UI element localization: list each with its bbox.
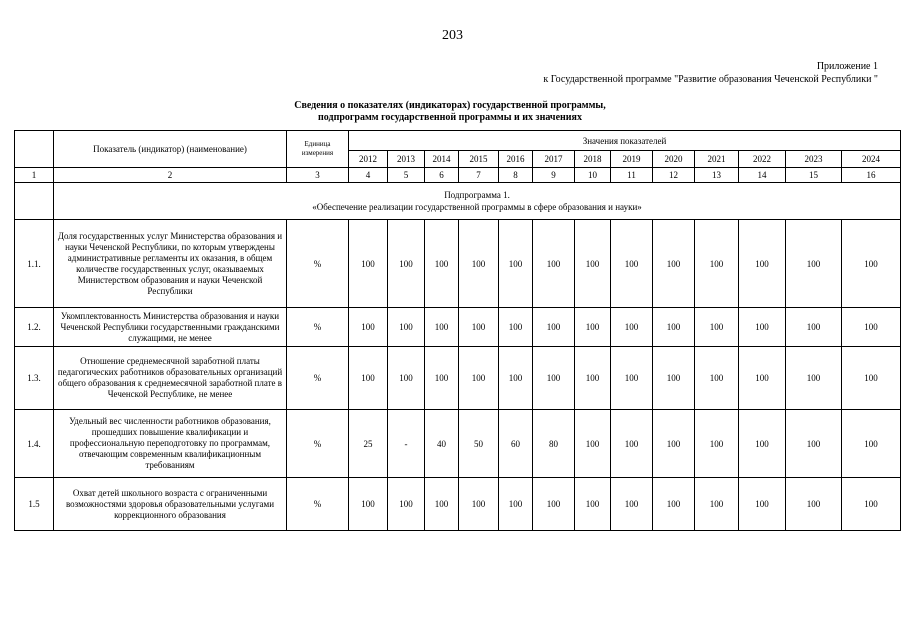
year-header: 2013 xyxy=(388,151,425,168)
indicator-name: Удельный вес численности работников образования, прошедших повышение квалификации и профессиональную переподготовку по программам, отвечающим современным квалификационным требованиям xyxy=(54,410,287,478)
value-cell: 100 xyxy=(786,410,842,478)
column-numbers-row xyxy=(15,168,901,183)
value-cell: 100 xyxy=(388,308,425,347)
table-row xyxy=(15,308,901,347)
document-title-line-1: Сведения о показателях (индикаторах) государственной программы, xyxy=(294,100,606,111)
value-cell: 100 xyxy=(786,478,842,531)
value-cell: 100 xyxy=(459,478,499,531)
value-cell: 100 xyxy=(499,478,533,531)
appendix-line-1: Приложение 1 xyxy=(816,61,878,72)
table-row xyxy=(15,220,901,308)
row-number: 1.5 xyxy=(15,478,54,531)
value-cell: 80 xyxy=(533,410,575,478)
unit-cell: % xyxy=(287,347,349,410)
value-cell: 25 xyxy=(349,410,388,478)
unit-cell: % xyxy=(287,308,349,347)
value-cell: 50 xyxy=(459,410,499,478)
value-cell: 100 xyxy=(575,347,611,410)
year-header: 2024 xyxy=(842,151,901,168)
value-cell: 100 xyxy=(653,308,695,347)
value-cell: 100 xyxy=(695,220,739,308)
value-cell: 100 xyxy=(695,410,739,478)
column-number: 15 xyxy=(786,168,842,183)
header-indicator-name: Показатель (индикатор) (наименование) xyxy=(54,131,287,168)
value-cell: 100 xyxy=(499,308,533,347)
year-header: 2022 xyxy=(739,151,786,168)
column-number: 1 xyxy=(15,168,54,183)
value-cell: 100 xyxy=(533,308,575,347)
value-cell: 100 xyxy=(388,478,425,531)
indicator-name: Охват детей школьного возраста с ограниченными возможностями здоровья образовательными услугами коррекционного образования xyxy=(54,478,287,531)
year-header: 2016 xyxy=(499,151,533,168)
appendix-line-2: к Государственной программе "Развитие образования Чеченской Республики " xyxy=(543,74,878,85)
value-cell: 100 xyxy=(459,347,499,410)
year-header: 2020 xyxy=(653,151,695,168)
value-cell: 100 xyxy=(425,220,459,308)
indicators-table xyxy=(14,130,901,531)
value-cell: 100 xyxy=(842,308,901,347)
row-number: 1.1. xyxy=(15,220,54,308)
value-cell: 100 xyxy=(611,478,653,531)
value-cell: 100 xyxy=(349,308,388,347)
value-cell: 100 xyxy=(349,220,388,308)
header-unit: Единица измерения xyxy=(287,131,349,168)
year-header: 2015 xyxy=(459,151,499,168)
unit-cell: % xyxy=(287,220,349,308)
value-cell: 100 xyxy=(653,478,695,531)
document-title xyxy=(230,100,670,124)
column-number: 14 xyxy=(739,168,786,183)
table-row xyxy=(15,410,901,478)
value-cell: 100 xyxy=(786,220,842,308)
year-header: 2021 xyxy=(695,151,739,168)
value-cell: 100 xyxy=(695,478,739,531)
unit-cell: % xyxy=(287,410,349,478)
value-cell: 100 xyxy=(611,308,653,347)
page-number: 203 xyxy=(442,28,463,43)
value-cell: 100 xyxy=(425,347,459,410)
value-cell: 100 xyxy=(611,410,653,478)
value-cell: 60 xyxy=(499,410,533,478)
row-number: 1.3. xyxy=(15,347,54,410)
value-cell: 100 xyxy=(739,410,786,478)
year-header: 2014 xyxy=(425,151,459,168)
value-cell: 100 xyxy=(349,347,388,410)
column-number: 9 xyxy=(533,168,575,183)
value-cell: 100 xyxy=(653,347,695,410)
value-cell: 100 xyxy=(459,220,499,308)
column-number: 11 xyxy=(611,168,653,183)
value-cell: 100 xyxy=(739,478,786,531)
value-cell: 100 xyxy=(842,478,901,531)
value-cell: - xyxy=(388,410,425,478)
value-cell: 100 xyxy=(842,347,901,410)
document-title-line-2: подпрограмм государственной программы и их значениях xyxy=(318,112,582,123)
subprogram-title-line-2: «Обеспечение реализации государственной программы в сфере образования и науки» xyxy=(312,202,642,212)
subprogram-row xyxy=(15,183,901,220)
value-cell: 100 xyxy=(842,410,901,478)
row-number: 1.4. xyxy=(15,410,54,478)
column-number: 3 xyxy=(287,168,349,183)
year-header: 2017 xyxy=(533,151,575,168)
value-cell: 100 xyxy=(499,347,533,410)
year-header: 2012 xyxy=(349,151,388,168)
column-number: 16 xyxy=(842,168,901,183)
year-header: 2023 xyxy=(786,151,842,168)
value-cell: 100 xyxy=(533,347,575,410)
column-number: 12 xyxy=(653,168,695,183)
value-cell: 100 xyxy=(459,308,499,347)
column-number: 5 xyxy=(388,168,425,183)
subprogram-number-cell xyxy=(15,183,54,220)
value-cell: 100 xyxy=(739,347,786,410)
header-values: Значения показателей xyxy=(349,131,901,151)
value-cell: 100 xyxy=(575,410,611,478)
value-cell: 100 xyxy=(575,220,611,308)
value-cell: 100 xyxy=(695,308,739,347)
unit-cell: % xyxy=(287,478,349,531)
value-cell: 100 xyxy=(739,220,786,308)
subprogram-title xyxy=(54,183,901,220)
value-cell: 100 xyxy=(388,347,425,410)
row-number: 1.2. xyxy=(15,308,54,347)
value-cell: 100 xyxy=(611,347,653,410)
value-cell: 100 xyxy=(653,220,695,308)
subprogram-title-line-1: Подпрограмма 1. xyxy=(444,190,510,200)
header-row xyxy=(15,131,901,151)
appendix-note xyxy=(543,60,878,86)
value-cell: 100 xyxy=(842,220,901,308)
value-cell: 100 xyxy=(786,347,842,410)
indicator-name: Доля государственных услуг Министерства образования и науки Чеченской Республики, по которым утверждены административные регламенты их оказания, в общем количестве государственных услуг, оказываемых Министерством образования и науки Чеченской Республики xyxy=(54,220,287,308)
value-cell: 100 xyxy=(533,220,575,308)
year-header: 2018 xyxy=(575,151,611,168)
value-cell: 100 xyxy=(499,220,533,308)
indicator-name: Укомплектованность Министерства образования и науки Чеченской Республики государственными гражданскими служащими, не менее xyxy=(54,308,287,347)
value-cell: 40 xyxy=(425,410,459,478)
column-number: 10 xyxy=(575,168,611,183)
header-row-number xyxy=(15,131,54,168)
column-number: 7 xyxy=(459,168,499,183)
column-number: 4 xyxy=(349,168,388,183)
table-row xyxy=(15,347,901,410)
value-cell: 100 xyxy=(533,478,575,531)
column-number: 2 xyxy=(54,168,287,183)
value-cell: 100 xyxy=(388,220,425,308)
table-row xyxy=(15,478,901,531)
value-cell: 100 xyxy=(786,308,842,347)
year-header: 2019 xyxy=(611,151,653,168)
indicator-name: Отношение среднемесячной заработной платы педагогических работников образовательных организаций общего образования к среднемесячной заработной плате в Чеченской Республике, не менее xyxy=(54,347,287,410)
value-cell: 100 xyxy=(575,308,611,347)
value-cell: 100 xyxy=(425,308,459,347)
value-cell: 100 xyxy=(695,347,739,410)
value-cell: 100 xyxy=(575,478,611,531)
value-cell: 100 xyxy=(611,220,653,308)
column-number: 8 xyxy=(499,168,533,183)
value-cell: 100 xyxy=(349,478,388,531)
column-number: 13 xyxy=(695,168,739,183)
value-cell: 100 xyxy=(425,478,459,531)
value-cell: 100 xyxy=(653,410,695,478)
column-number: 6 xyxy=(425,168,459,183)
value-cell: 100 xyxy=(739,308,786,347)
